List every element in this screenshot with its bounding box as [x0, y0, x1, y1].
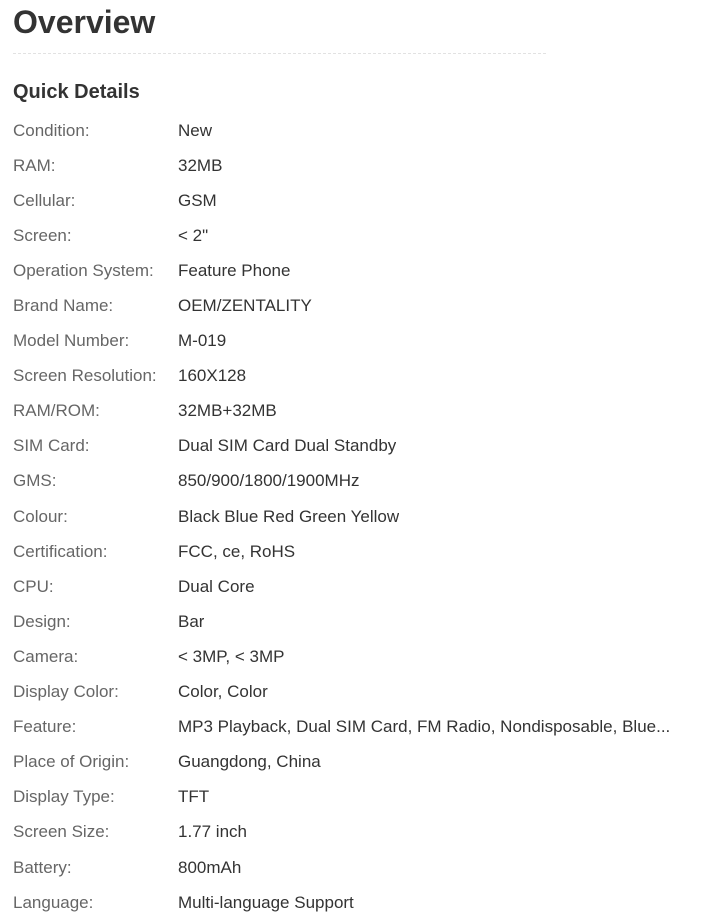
detail-value: 850/900/1800/1900MHz: [178, 471, 360, 491]
detail-label: Condition:: [13, 120, 90, 140]
detail-value: 32MB+32MB: [178, 401, 277, 421]
detail-value: MP3 Playback, Dual SIM Card, FM Radio, Nondisposable, Blue...: [178, 717, 671, 737]
detail-row-design: [13, 604, 703, 639]
detail-row-display-type: [13, 780, 703, 815]
detail-value: Multi-language Support: [178, 892, 354, 912]
detail-value: New: [178, 120, 213, 140]
detail-label: Camera:: [13, 646, 79, 666]
detail-value: Color, Color: [178, 682, 268, 702]
detail-row-screen-size: [13, 815, 703, 850]
detail-value: OEM/ZENTALITY: [178, 296, 312, 316]
detail-label: Display Type:: [13, 787, 115, 807]
detail-label: Battery:: [13, 857, 72, 877]
detail-row-camera: [13, 639, 703, 674]
detail-label: Certification:: [13, 541, 108, 561]
detail-row-certification: [13, 534, 703, 569]
title-divider: [13, 53, 546, 54]
detail-value: < 2": [178, 225, 209, 245]
detail-label: Brand Name:: [13, 296, 114, 316]
detail-row-place-of-origin: [13, 745, 703, 780]
detail-value: Dual SIM Card Dual Standby: [178, 436, 397, 456]
detail-label: Language:: [13, 892, 94, 912]
detail-row-sim-card: [13, 429, 703, 464]
detail-row-colour: [13, 499, 703, 534]
detail-label: Display Color:: [13, 682, 119, 702]
detail-row-screen-resolution: [13, 359, 703, 394]
detail-value: 800mAh: [178, 857, 242, 877]
detail-label: Model Number:: [13, 331, 130, 351]
quick-details-list: [13, 113, 703, 920]
detail-label: Cellular:: [13, 190, 76, 210]
detail-value: < 3MP, < 3MP: [178, 646, 285, 666]
detail-row-battery: [13, 850, 703, 885]
detail-value: Black Blue Red Green Yellow: [178, 506, 400, 526]
detail-label: Screen Size:: [13, 822, 110, 842]
detail-value: Bar: [178, 611, 205, 631]
detail-row-cellular: [13, 183, 703, 218]
detail-row-condition: [13, 113, 703, 148]
detail-row-operation-system: [13, 253, 703, 288]
detail-label: Colour:: [13, 506, 68, 526]
detail-row-brand-name: [13, 288, 703, 323]
detail-value: Feature Phone: [178, 260, 291, 280]
detail-row-ram-rom: [13, 394, 703, 429]
detail-label: Screen:: [13, 225, 72, 245]
detail-row-language: [13, 885, 703, 920]
detail-value: 160X128: [178, 366, 247, 386]
detail-label: Operation System:: [13, 260, 154, 280]
detail-row-gms: [13, 464, 703, 499]
page-title: Overview: [13, 4, 156, 40]
section-heading: Quick Details: [13, 81, 140, 103]
detail-row-display-color: [13, 675, 703, 710]
detail-label: Place of Origin:: [13, 752, 130, 772]
detail-value: GSM: [178, 190, 217, 210]
detail-value: 1.77 inch: [178, 822, 247, 842]
detail-label: GMS:: [13, 471, 57, 491]
detail-label: Screen Resolution:: [13, 366, 157, 386]
detail-label: RAM:: [13, 155, 56, 175]
detail-row-screen: [13, 218, 703, 253]
detail-value: TFT: [178, 787, 210, 807]
detail-value: FCC, ce, RoHS: [178, 541, 296, 561]
detail-label: SIM Card:: [13, 436, 90, 456]
detail-label: Design:: [13, 611, 71, 631]
detail-value: Dual Core: [178, 576, 255, 596]
detail-label: Feature:: [13, 717, 77, 737]
detail-value: Guangdong, China: [178, 752, 321, 772]
detail-row-feature: [13, 710, 703, 745]
detail-label: RAM/ROM:: [13, 401, 100, 421]
detail-row-model-number: [13, 324, 703, 359]
detail-row-cpu: [13, 569, 703, 604]
detail-value: 32MB: [178, 155, 223, 175]
detail-row-ram: [13, 148, 703, 183]
detail-label: CPU:: [13, 576, 54, 596]
detail-value: M-019: [178, 331, 227, 351]
